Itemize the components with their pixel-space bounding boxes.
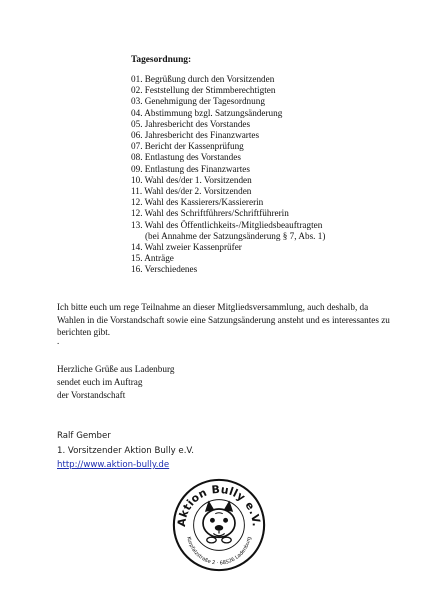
stray-dot: . bbox=[57, 336, 60, 346]
club-stamp-logo bbox=[172, 478, 266, 572]
agenda-item: 12. Wahl des Schriftführers/Schriftführerin bbox=[131, 208, 289, 219]
greeting-line: der Vorstandschaft bbox=[57, 389, 126, 400]
agenda-list bbox=[131, 74, 325, 276]
agenda-item-note: (bei Annahme der Satzungsänderung § 7, Abs. 1) bbox=[145, 230, 326, 241]
signer-name: Ralf Gember bbox=[57, 431, 111, 441]
agenda-item: 13. Wahl des Öffentlichkeits-/Mitgliedsbeauftragten bbox=[131, 219, 323, 230]
agenda-item: 07. Bericht der Kassenprüfung bbox=[131, 141, 244, 152]
agenda-item: 05. Jahresbericht des Vorstandes bbox=[131, 118, 251, 129]
agenda-item: 16. Verschiedenes bbox=[131, 264, 198, 275]
stamp-bottom-text: Kurpfalzstraße 2 · 68526 Ladenburg bbox=[185, 536, 253, 567]
agenda-item: 14. Wahl zweier Kassenprüfer bbox=[131, 242, 242, 253]
agenda-item: 11. Wahl des/der 2. Vorsitzenden bbox=[131, 186, 252, 197]
agenda-item: 02. Feststellung der Stimmberechtigten bbox=[131, 85, 276, 96]
agenda-item: 15. Anträge bbox=[131, 253, 174, 264]
agenda-item: 10. Wahl des/der 1. Vorsitzenden bbox=[131, 174, 252, 185]
agenda-item: 09. Entlastung des Finanzwartes bbox=[131, 163, 250, 174]
agenda-item: 04. Abstimmung bzgl. Satzungsänderung bbox=[131, 107, 283, 118]
agenda-item: 06. Jahresbericht des Finanzwartes bbox=[131, 130, 260, 141]
greeting-line: sendet euch im Auftrag bbox=[57, 376, 143, 387]
website-link[interactable]: http://www.aktion-bully.de bbox=[57, 460, 170, 470]
stamp-top-text: Aktion Bully e.V. bbox=[174, 482, 263, 528]
closing-greeting bbox=[57, 363, 174, 401]
agenda-item: 08. Entlastung des Vorstandes bbox=[131, 152, 241, 163]
signature-block bbox=[57, 429, 194, 473]
agenda-item: 03. Genehmigung der Tagesordnung bbox=[131, 96, 265, 107]
agenda-item: 12. Wahl des Kassierers/Kassiererin bbox=[131, 197, 264, 208]
greeting-line: Herzliche Grüße aus Ladenburg bbox=[57, 364, 175, 374]
agenda-item: 01. Begrüßung durch den Vorsitzenden bbox=[131, 74, 275, 84]
signer-role: 1. Vorsitzender Aktion Bully e.V. bbox=[57, 445, 194, 456]
invitation-paragraph: Ich bitte euch um rege Teilnahme an dieser Mitgliedsversammlung, auch deshalb, da Wahlen in die Vorstandschaft sowie eine Satzungsänderung ansteht und es interessantes zu berichten gibt. bbox=[57, 302, 390, 338]
agenda-title: Tagesordnung: bbox=[131, 55, 192, 65]
